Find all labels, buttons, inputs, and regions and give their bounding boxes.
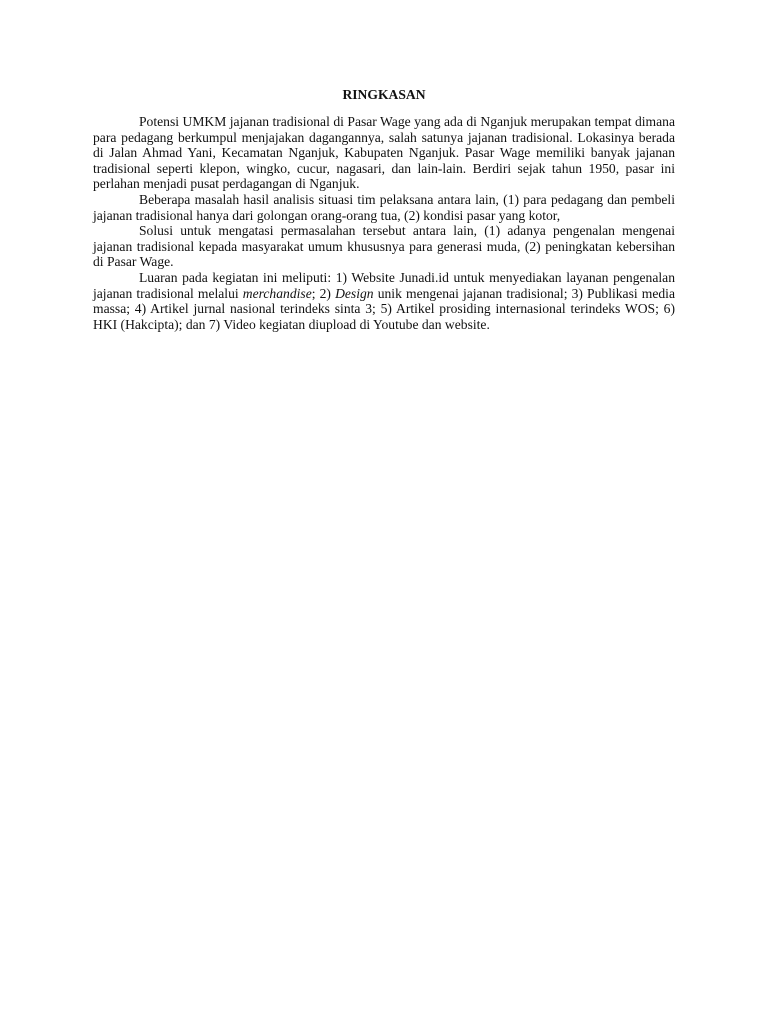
paragraph-4-text-c: unik mengenai jajanan tradisional; 3) Publikasi media massa; 4) Artikel jurnal nasional terindeks sinta 3; 5) Artikel prosiding internasional terindeks WOS; 6) HKI (Hakcipta); dan 7) Video kegiatan diupload di Youtube dan website. bbox=[93, 285, 675, 332]
paragraph-4 bbox=[93, 270, 675, 332]
paragraph-1-text: Potensi UMKM jajanan tradisional di Pasar Wage yang ada di Nganjuk merupakan tempat dimana para pedagang berkumpul menjajakan dagangannya, salah satunya jajanan tradisional. Lokasinya berada di Jalan Ahmad Yani, Kecamatan Nganjuk, Kabupaten Nganjuk. Pasar Wage memiliki banyak jajanan tradisional seperti klepon, wingko, cucur, nagasari, dan lain-lain. Berdiri sejak tahun 1950, pasar ini perlahan menjadi pusat perdagangan di Nganjuk. bbox=[93, 114, 675, 192]
paragraph-2 bbox=[93, 192, 675, 223]
paragraph-4-italic-design: Design bbox=[335, 285, 374, 301]
paragraph-4-italic-merchandise: merchandise bbox=[242, 285, 312, 301]
paragraph-4-text-a: Luaran pada kegiatan ini meliputi: 1) Website Junadi.id untuk menyediakan layanan pengenalan jajanan tradisional melalui bbox=[93, 269, 675, 301]
paragraph-3 bbox=[93, 223, 675, 270]
document-content bbox=[93, 87, 675, 332]
paragraph-2-text: Beberapa masalah hasil analisis situasi tim pelaksana antara lain, (1) para pedagang dan pembeli jajanan tradisional hanya dari golongan orang-orang tua, (2) kondisi pasar yang kotor, bbox=[93, 191, 675, 223]
document-title: RINGKASAN bbox=[342, 87, 426, 102]
paragraph-4-text-b: ; 2) bbox=[311, 285, 336, 301]
paragraph-3-text: Solusi untuk mengatasi permasalahan tersebut antara lain, (1) adanya pengenalan mengenai jajanan tradisional kepada masyarakat umum khususnya para generasi muda, (2) peningkatan kebersihan di Pasar Wage. bbox=[93, 223, 675, 270]
paragraph-1 bbox=[93, 114, 675, 192]
